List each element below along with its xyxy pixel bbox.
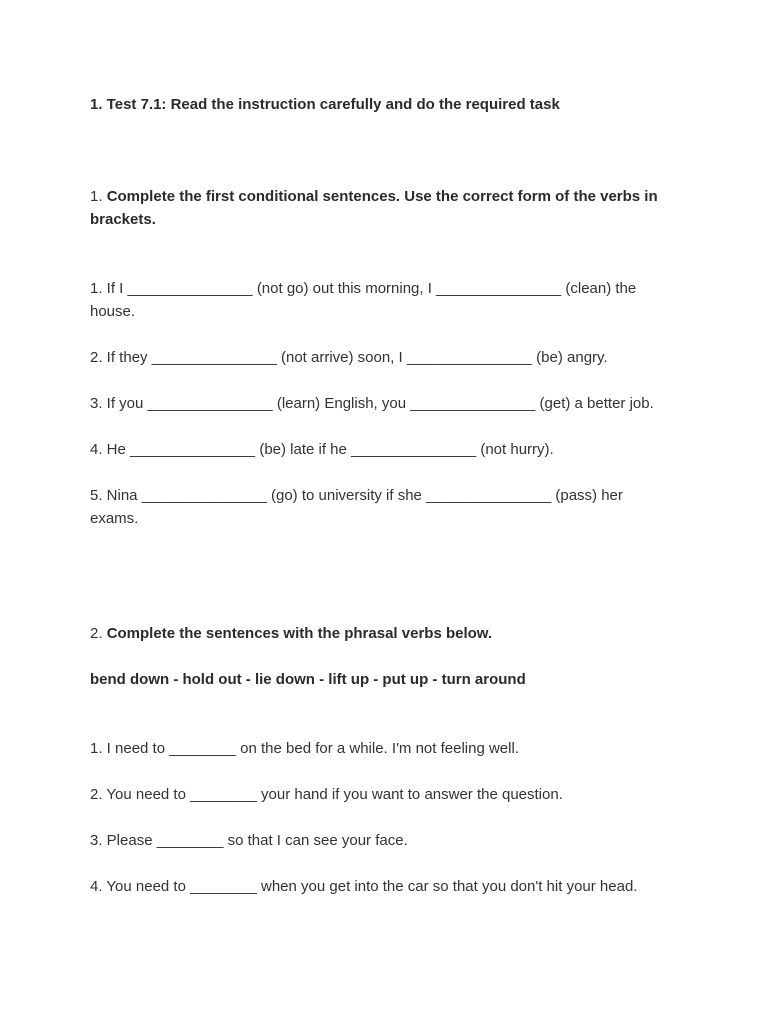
test-title: 1. Test 7.1: Read the instruction carefully and do the required task: [90, 96, 560, 113]
section2-item-2: 2. You need to ________ your hand if you want to answer the question.: [90, 786, 563, 803]
section2-item-1: 1. I need to ________ on the bed for a while. I'm not feeling well.: [90, 740, 519, 757]
section1-item-5: 5. Nina _______________ (go) to university if she _______________ (pass) her exams.: [90, 487, 628, 527]
section2-instruction: Complete the sentences with the phrasal verbs below.: [106, 625, 493, 642]
section1-number: 1.: [90, 188, 107, 205]
section1-item-4: 4. He _______________ (be) late if he _______________ (not hurry).: [90, 441, 554, 458]
section2-number: 2.: [90, 625, 107, 642]
section2-heading: [90, 622, 690, 645]
section1-item-3: 3. If you _______________ (learn) English, you _______________ (get) a better job.: [90, 395, 654, 412]
section2-item-4: 4. You need to ________ when you get into the car so that you don't hit your head.: [90, 878, 638, 895]
section2-item-3: 3. Please ________ so that I can see your face.: [90, 832, 408, 849]
section1-item-1: 1. If I _______________ (not go) out this morning, I _______________ (clean) the house.: [90, 280, 641, 320]
section1-item-2: 2. If they _______________ (not arrive) soon, I _______________ (be) angry.: [90, 349, 608, 366]
word-bank: bend down - hold out - lie down - lift up - put up - turn around: [90, 671, 526, 688]
section1-heading: [90, 185, 670, 231]
section1-instruction: Complete the first conditional sentences. Use the correct form of the verbs in brackets.: [90, 188, 662, 228]
